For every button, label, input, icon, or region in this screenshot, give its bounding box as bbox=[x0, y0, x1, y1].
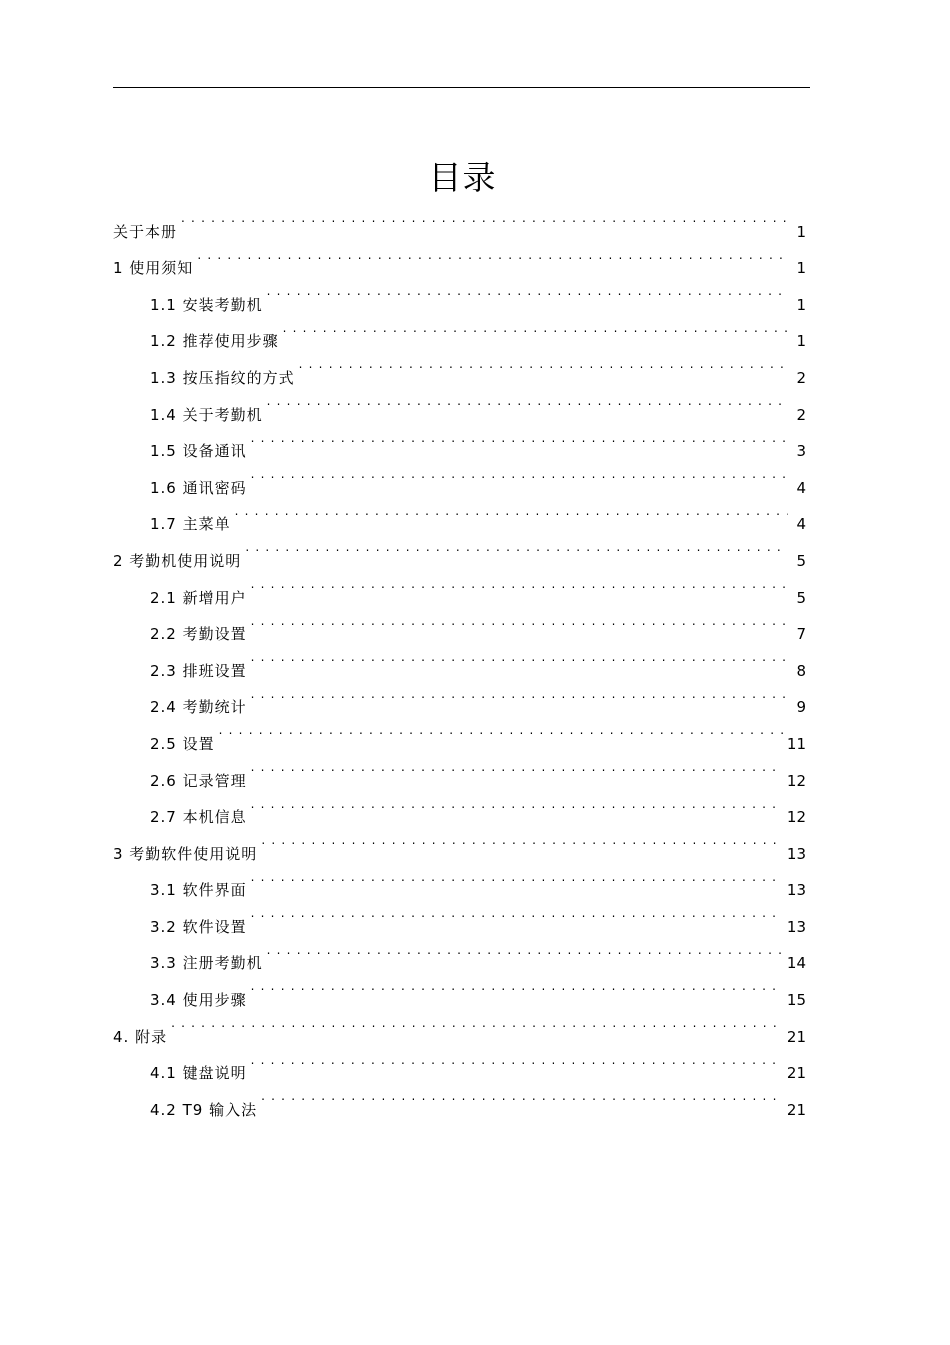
dot-leader bbox=[267, 273, 788, 310]
toc-entry-page: 15 bbox=[786, 991, 806, 1010]
toc-entry-label: 1.1 安装考勤机 bbox=[150, 295, 263, 314]
toc-entry-page: 2 bbox=[796, 405, 806, 424]
toc-entry-label: 2.6 记录管理 bbox=[150, 771, 247, 790]
toc-entry-page: 12 bbox=[786, 808, 806, 827]
toc-entry-page: 1 bbox=[796, 295, 806, 314]
dot-leader bbox=[245, 529, 788, 566]
toc-entry-label: 2.7 本机信息 bbox=[150, 808, 247, 827]
toc-entry-label: 4.2 T9 输入法 bbox=[150, 1100, 258, 1119]
toc-entry-page: 21 bbox=[786, 1100, 806, 1119]
dot-leader bbox=[267, 383, 788, 420]
toc-entry[interactable] bbox=[113, 273, 806, 314]
dot-leader bbox=[251, 676, 788, 713]
dot-leader bbox=[235, 493, 788, 530]
dot-leader bbox=[251, 895, 783, 932]
toc-entry-label: 1.3 按压指纹的方式 bbox=[150, 368, 295, 387]
toc-entry[interactable] bbox=[113, 749, 806, 790]
toc-entry-label: 3.3 注册考勤机 bbox=[150, 954, 263, 973]
toc-entry-page: 1 bbox=[796, 222, 806, 241]
toc-entry-page: 13 bbox=[786, 881, 806, 900]
dot-leader bbox=[251, 566, 788, 603]
toc-entry-page: 5 bbox=[796, 551, 806, 570]
toc-entry-label: 1.4 关于考勤机 bbox=[150, 405, 263, 424]
dot-leader bbox=[261, 1078, 783, 1115]
toc-entry-page: 12 bbox=[786, 771, 806, 790]
table-of-contents bbox=[113, 200, 806, 1119]
toc-entry-label: 1.2 推荐使用步骤 bbox=[150, 332, 279, 351]
dot-leader bbox=[267, 932, 783, 969]
toc-entry-label: 2.3 排班设置 bbox=[150, 661, 247, 680]
dot-leader bbox=[251, 786, 783, 823]
dot-leader bbox=[251, 603, 788, 640]
dot-leader bbox=[251, 968, 783, 1005]
toc-entry-label: 4. 附录 bbox=[113, 1027, 168, 1046]
dot-leader bbox=[251, 456, 788, 493]
dot-leader bbox=[171, 1005, 783, 1042]
dot-leader bbox=[261, 822, 783, 859]
toc-entry-page: 1 bbox=[796, 332, 806, 351]
toc-entry-page: 13 bbox=[786, 917, 806, 936]
dot-leader bbox=[283, 310, 788, 347]
dot-leader bbox=[197, 237, 788, 274]
dot-leader bbox=[251, 639, 788, 676]
toc-entry-label: 2.1 新增用户 bbox=[150, 588, 247, 607]
toc-entry-label: 2.2 考勤设置 bbox=[150, 625, 247, 644]
toc-entry-label: 3 考勤软件使用说明 bbox=[113, 844, 258, 863]
toc-entry-page: 3 bbox=[796, 442, 806, 461]
dot-leader bbox=[251, 1042, 783, 1079]
toc-entry-page: 11 bbox=[786, 734, 806, 753]
toc-entry-page: 1 bbox=[796, 259, 806, 278]
toc-entry-label: 1 使用须知 bbox=[113, 259, 194, 278]
toc-entry[interactable] bbox=[113, 1005, 806, 1046]
toc-entry[interactable] bbox=[113, 237, 806, 278]
toc-entry-page: 9 bbox=[796, 698, 806, 717]
toc-entry-label: 关于本册 bbox=[113, 222, 178, 241]
dot-leader bbox=[251, 859, 783, 896]
dot-leader bbox=[251, 420, 788, 457]
toc-title: 目录 bbox=[428, 158, 497, 197]
dot-leader bbox=[219, 712, 783, 749]
toc-entry-label: 3.4 使用步骤 bbox=[150, 991, 247, 1010]
toc-entry-label: 3.1 软件界面 bbox=[150, 881, 247, 900]
toc-entry-label: 2.4 考勤统计 bbox=[150, 698, 247, 717]
toc-entry-page: 21 bbox=[786, 1027, 806, 1046]
toc-entry-page: 21 bbox=[786, 1064, 806, 1083]
toc-entry-label: 1.5 设备通讯 bbox=[150, 442, 247, 461]
toc-entry-label: 2.5 设置 bbox=[150, 734, 215, 753]
toc-entry-page: 13 bbox=[786, 844, 806, 863]
toc-entry-page: 5 bbox=[796, 588, 806, 607]
toc-entry-page: 7 bbox=[796, 625, 806, 644]
toc-entry-label: 1.6 通讯密码 bbox=[150, 478, 247, 497]
toc-entry-page: 4 bbox=[796, 515, 806, 534]
dot-leader bbox=[181, 200, 788, 237]
toc-entry-label: 3.2 软件设置 bbox=[150, 917, 247, 936]
dot-leader bbox=[251, 749, 783, 786]
toc-entry-label: 2 考勤机使用说明 bbox=[113, 551, 242, 570]
toc-entry[interactable] bbox=[113, 1042, 806, 1083]
dot-leader bbox=[299, 346, 788, 383]
toc-entry-page: 8 bbox=[796, 661, 806, 680]
toc-entry-label: 1.7 主菜单 bbox=[150, 515, 231, 534]
toc-entry[interactable] bbox=[113, 200, 806, 241]
toc-entry-label: 4.1 键盘说明 bbox=[150, 1064, 247, 1083]
header-rule bbox=[113, 87, 810, 88]
toc-entry-page: 2 bbox=[796, 368, 806, 387]
toc-entry-page: 14 bbox=[786, 954, 806, 973]
toc-entry-page: 4 bbox=[796, 478, 806, 497]
